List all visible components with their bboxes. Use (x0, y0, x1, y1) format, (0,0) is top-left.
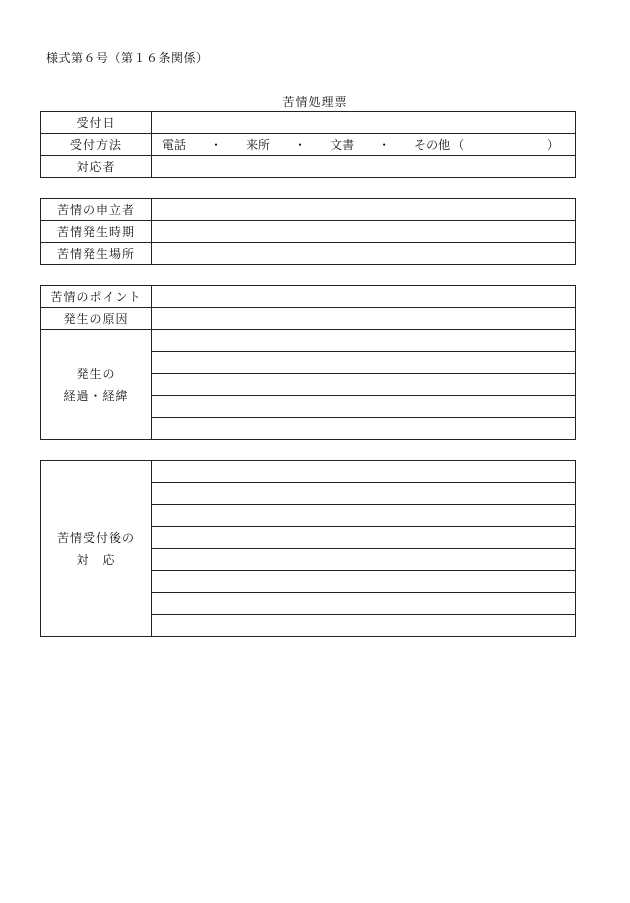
response-line[interactable] (152, 483, 576, 505)
response-line[interactable] (152, 527, 576, 549)
response-label (41, 461, 152, 637)
point-field[interactable] (152, 286, 576, 308)
place-label: 苦情発生場所 (41, 243, 152, 265)
complaint-table (40, 198, 576, 265)
method-other[interactable]: その他 (414, 138, 451, 152)
place-field[interactable] (152, 243, 576, 265)
table-row (41, 461, 576, 483)
method-document[interactable]: 文書 (330, 138, 355, 152)
applicant-field[interactable] (152, 199, 576, 221)
table-row (41, 330, 576, 352)
response-label-line2: 対 応 (76, 552, 116, 567)
progress-line[interactable] (152, 418, 576, 440)
details-table (40, 285, 576, 440)
paren-open: （ (452, 138, 465, 152)
table-row (41, 112, 576, 134)
cause-label: 発生の原因 (41, 308, 152, 330)
progress-line[interactable] (152, 352, 576, 374)
method-phone[interactable]: 電話 (162, 138, 187, 152)
paren-close: ） (546, 138, 559, 152)
progress-label (41, 330, 152, 440)
table-row (41, 308, 576, 330)
date-field[interactable] (152, 112, 576, 134)
table-row (41, 199, 576, 221)
table-row (41, 243, 576, 265)
method-label: 受付方法 (41, 134, 152, 156)
point-label: 苦情のポイント (41, 286, 152, 308)
method-visit[interactable]: 来所 (246, 138, 271, 152)
page-title: 苦情処理票 (282, 95, 348, 109)
response-line[interactable] (152, 571, 576, 593)
responder-label: 対応者 (41, 156, 152, 178)
reception-table (40, 111, 576, 178)
progress-label-line2: 経過・経緯 (63, 388, 129, 403)
time-label: 苦情発生時期 (41, 221, 152, 243)
progress-label-line1: 発生の (76, 366, 116, 381)
separator: ・ (378, 138, 391, 152)
responder-field[interactable] (152, 156, 576, 178)
response-line[interactable] (152, 615, 576, 637)
response-line[interactable] (152, 505, 576, 527)
progress-line[interactable] (152, 330, 576, 352)
applicant-label: 苦情の申立者 (41, 199, 152, 221)
response-line[interactable] (152, 461, 576, 483)
table-row (41, 221, 576, 243)
form-number: 様式第６号（第１６条関係） (46, 51, 209, 65)
time-field[interactable] (152, 221, 576, 243)
separator: ・ (210, 138, 223, 152)
response-label-line1: 苦情受付後の (56, 530, 135, 545)
table-row (41, 156, 576, 178)
progress-line[interactable] (152, 396, 576, 418)
progress-line[interactable] (152, 374, 576, 396)
date-label: 受付日 (41, 112, 152, 134)
table-row (41, 286, 576, 308)
table-row (41, 134, 576, 156)
separator: ・ (294, 138, 307, 152)
response-line[interactable] (152, 593, 576, 615)
response-table (40, 460, 576, 637)
cause-field[interactable] (152, 308, 576, 330)
method-field[interactable] (152, 134, 576, 156)
response-line[interactable] (152, 549, 576, 571)
